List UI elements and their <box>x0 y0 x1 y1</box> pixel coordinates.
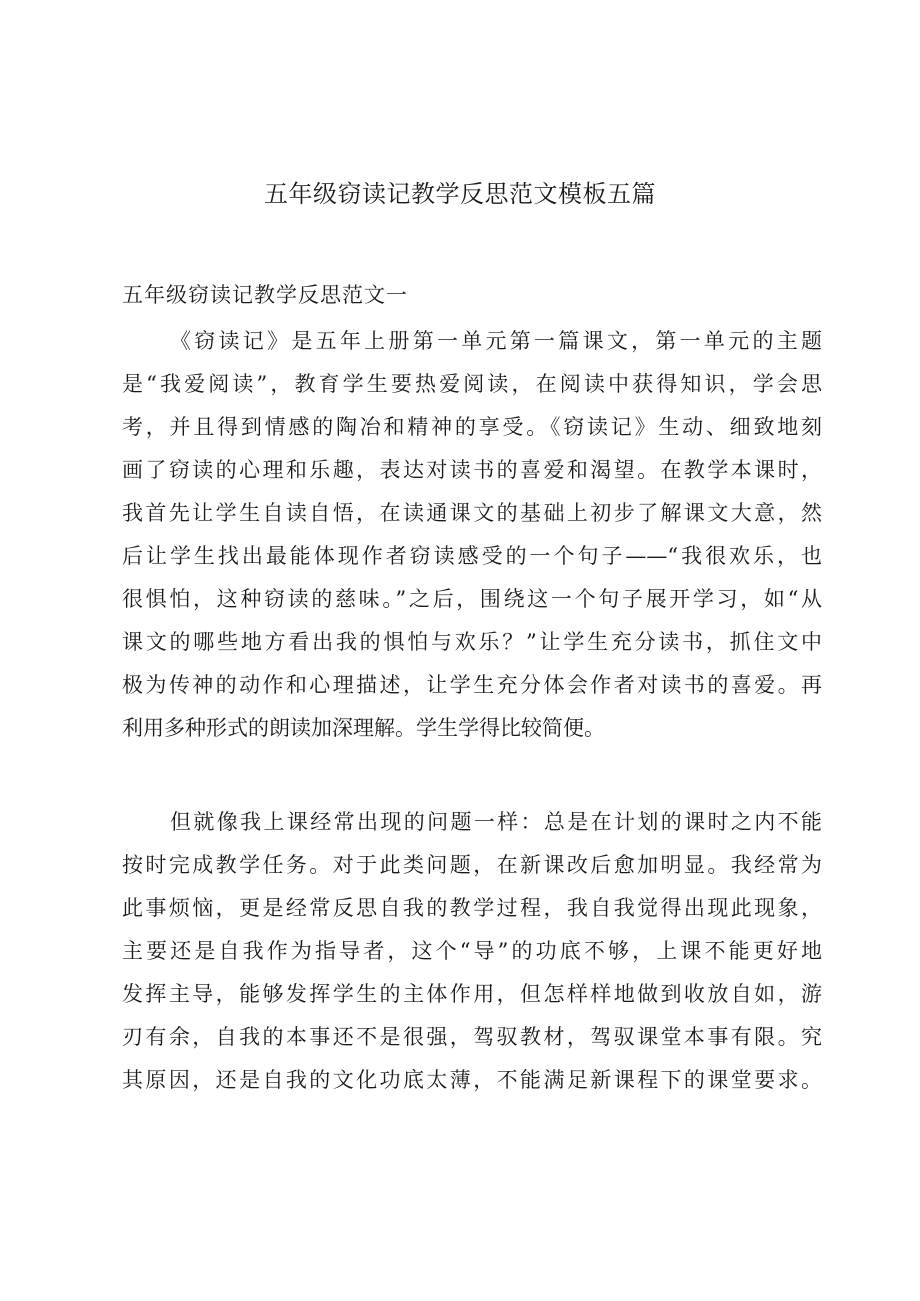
paragraph-line: 按时完成教学任务。对于此类问题，在新课改后愈加明显。我经常为 <box>122 853 822 877</box>
paragraph-line: 后让学生找出最能体现作者窃读感受的一个句子——“我很欢乐，也 <box>122 544 822 568</box>
paragraph-line: 很惧怕，这种窃读的慈味。”之后，围绕这一个句子展开学习，如“从 <box>122 587 822 611</box>
paragraph-line: 极为传神的动作和心理描述，让学生充分体会作者对读书的喜爱。再 <box>122 673 822 697</box>
paragraph-line: 《窃读记》是五年上册第一单元第一篇课文，第一单元的主题 <box>170 329 822 353</box>
paragraph-line: 利用多种形式的朗读加深理解。学生学得比较简便。 <box>122 716 605 740</box>
paragraph-line: 考，并且得到情感的陶冶和精神的享受。《窃读记》生动、细致地刻 <box>122 415 822 439</box>
paragraph-line: 我首先让学生自读自悟，在读通课文的基础上初步了解课文大意，然 <box>122 501 822 525</box>
paragraph-line: 发挥主导，能够发挥学生的主体作用，但怎样样地做到收放自如，游 <box>122 982 822 1006</box>
paragraph-line: 刃有余，自我的本事还不是很强，驾驭教材，驾驭课堂本事有限。究 <box>122 1025 822 1049</box>
paragraph-line: 课文的哪些地方看出我的惧怕与欢乐？”让学生充分读书，抓住文中 <box>122 630 822 654</box>
paragraph-1 <box>122 320 822 750</box>
paragraph-line: 其原因，还是自我的文化功底太薄，不能满足新课程下的课堂要求。 <box>122 1068 822 1092</box>
paragraph-line: 画了窃读的心理和乐趣，表达对读书的喜爱和渴望。在教学本课时， <box>122 458 822 482</box>
paragraph-line: 但就像我上课经常出现的问题一样：总是在计划的课时之内不能 <box>170 810 822 834</box>
paragraph-line: 此事烦恼，更是经常反思自我的教学过程，我自我觉得出现此现象， <box>122 896 822 920</box>
section-heading: 五年级窃读记教学反思范文一 <box>122 283 408 307</box>
document-title: 五年级窃读记教学反思范文模板五篇 <box>264 180 656 208</box>
paragraph-line: 主要还是自我作为指导者，这个“导”的功底不够，上课不能更好地 <box>122 939 822 963</box>
paragraph-line: 是“我爱阅读”，教育学生要热爱阅读，在阅读中获得知识，学会思 <box>122 372 822 396</box>
paragraph-2 <box>122 801 822 1102</box>
